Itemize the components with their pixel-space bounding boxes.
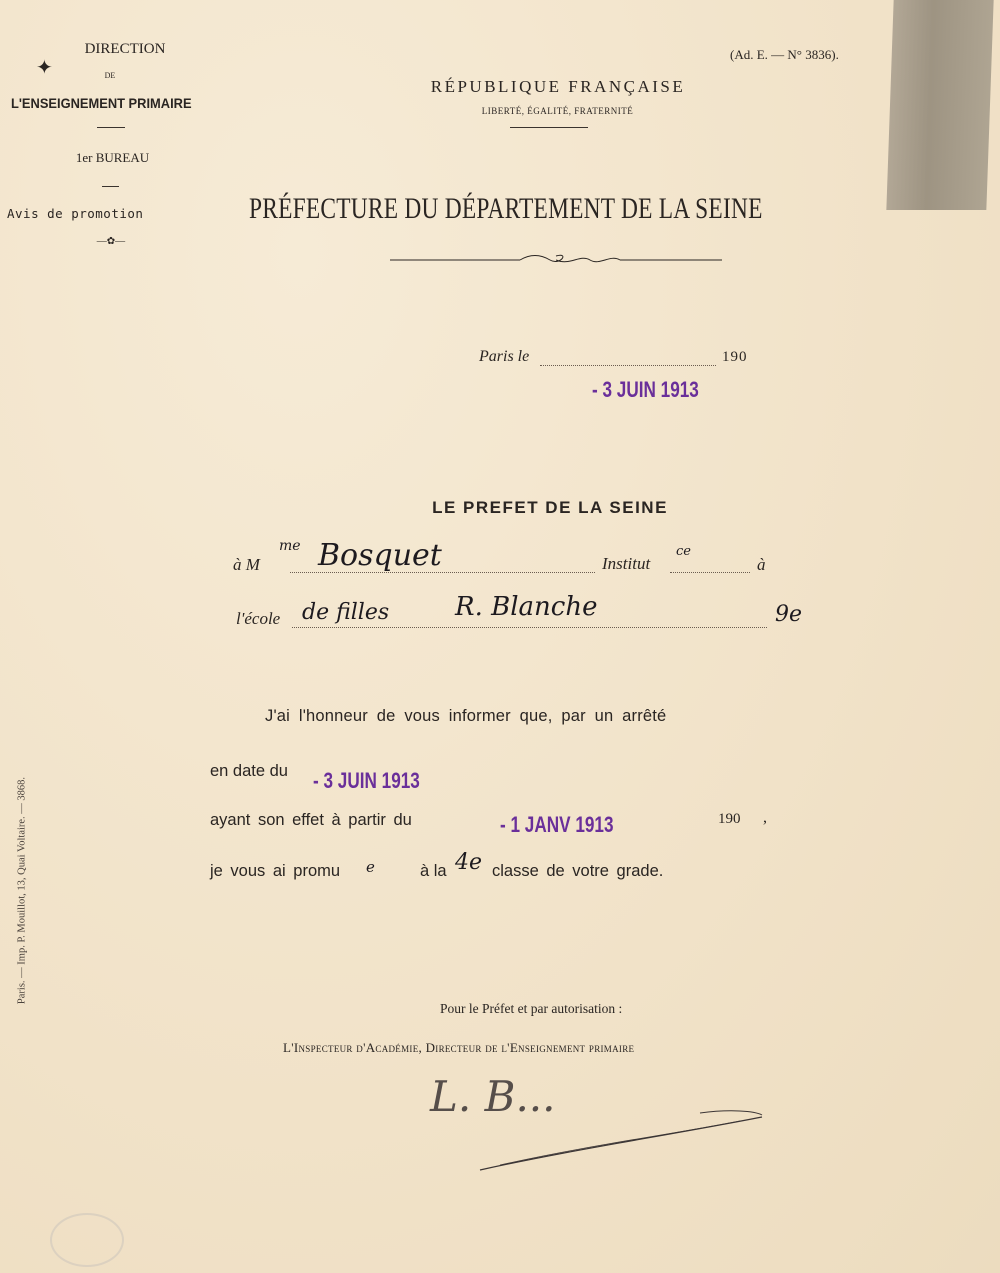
bureau-label: 1er BUREAU [75,150,150,165]
pour-le-prefet: Pour le Préfet et par autorisation : [440,1001,623,1016]
role-label: Institut [602,554,651,573]
divider [97,127,125,128]
effect-year-prefix: 190 [718,811,741,827]
body-line-4-class: 4e [455,850,483,875]
ecole-handwritten: de filles [302,600,390,625]
inspector-title: L'Inspecteur d'Académie, Directeur de l'Enseignement primaire [283,1040,635,1055]
divider [510,127,588,128]
arrondissement: 9e [775,602,803,627]
role-dotted-line [670,572,750,573]
street-handwritten: R. Blanche [455,592,598,622]
recipient-prefix: à M [233,555,260,574]
direction-label: DIRECTION [84,41,166,57]
prefecture-title: PRÉFECTURE DU DÉPARTEMENT DE LA SEINE [249,192,763,225]
ornament-small: —✿— [96,236,126,247]
tape-stain [886,0,993,210]
de-label: DE [104,71,116,80]
arrete-date-stamp: - 3 JUIN 1913 [313,768,420,793]
paris-le-label: Paris le [479,348,530,365]
ornamental-rule [390,250,722,270]
ecole-dotted-line [292,627,767,628]
reference-number: (Ad. E. — N° 3836). [730,47,839,62]
divider [102,186,119,187]
role-suffix: ce [676,544,691,559]
body-line-2-label: en date du [210,762,288,780]
body-line-3-label: ayant son effet à partir du [210,811,412,829]
department-label: L'ENSEIGNEMENT PRIMAIRE [11,95,192,111]
body-line-4-suffix: e [366,858,375,876]
avis-label: Avis de promotion [7,206,144,221]
prefet-title: LE PREFET DE LA SEINE [432,498,668,517]
ecole-label: l'école [236,609,281,628]
body-line-4-end: classe de votre grade. [492,862,664,880]
pen-mark-icon: ✦ [36,57,53,79]
a-label: à [757,555,766,574]
date-dotted-line [540,365,716,366]
effect-date-stamp: - 1 JANV 1913 [500,812,614,837]
effect-comma: , [763,809,767,826]
republic-title: RÉPUBLIQUE FRANÇAISE [430,77,686,96]
signature-flourish [470,1105,770,1175]
body-line-4-start: je vous ai promu [210,862,341,880]
recipient-name: Bosquet [318,538,442,573]
signature: L. B... [430,1072,556,1121]
date-stamp: - 3 JUIN 1913 [592,377,699,402]
body-line-4-mid: à la [420,862,447,880]
republic-motto: LIBERTÉ, ÉGALITÉ, FRATERNITÉ [481,106,634,116]
body-line-1: J'ai l'honneur de vous informer que, par un arrêté [265,707,667,725]
year-prefix: 190 [722,349,748,365]
recipient-title-superscript: me [279,538,301,554]
printer-imprint: Paris. — Imp. P. Mouillot, 13, Quai Voltaire. — 3868. [16,776,28,1005]
faint-round-stamp [50,1213,124,1267]
name-dotted-line [290,572,595,573]
